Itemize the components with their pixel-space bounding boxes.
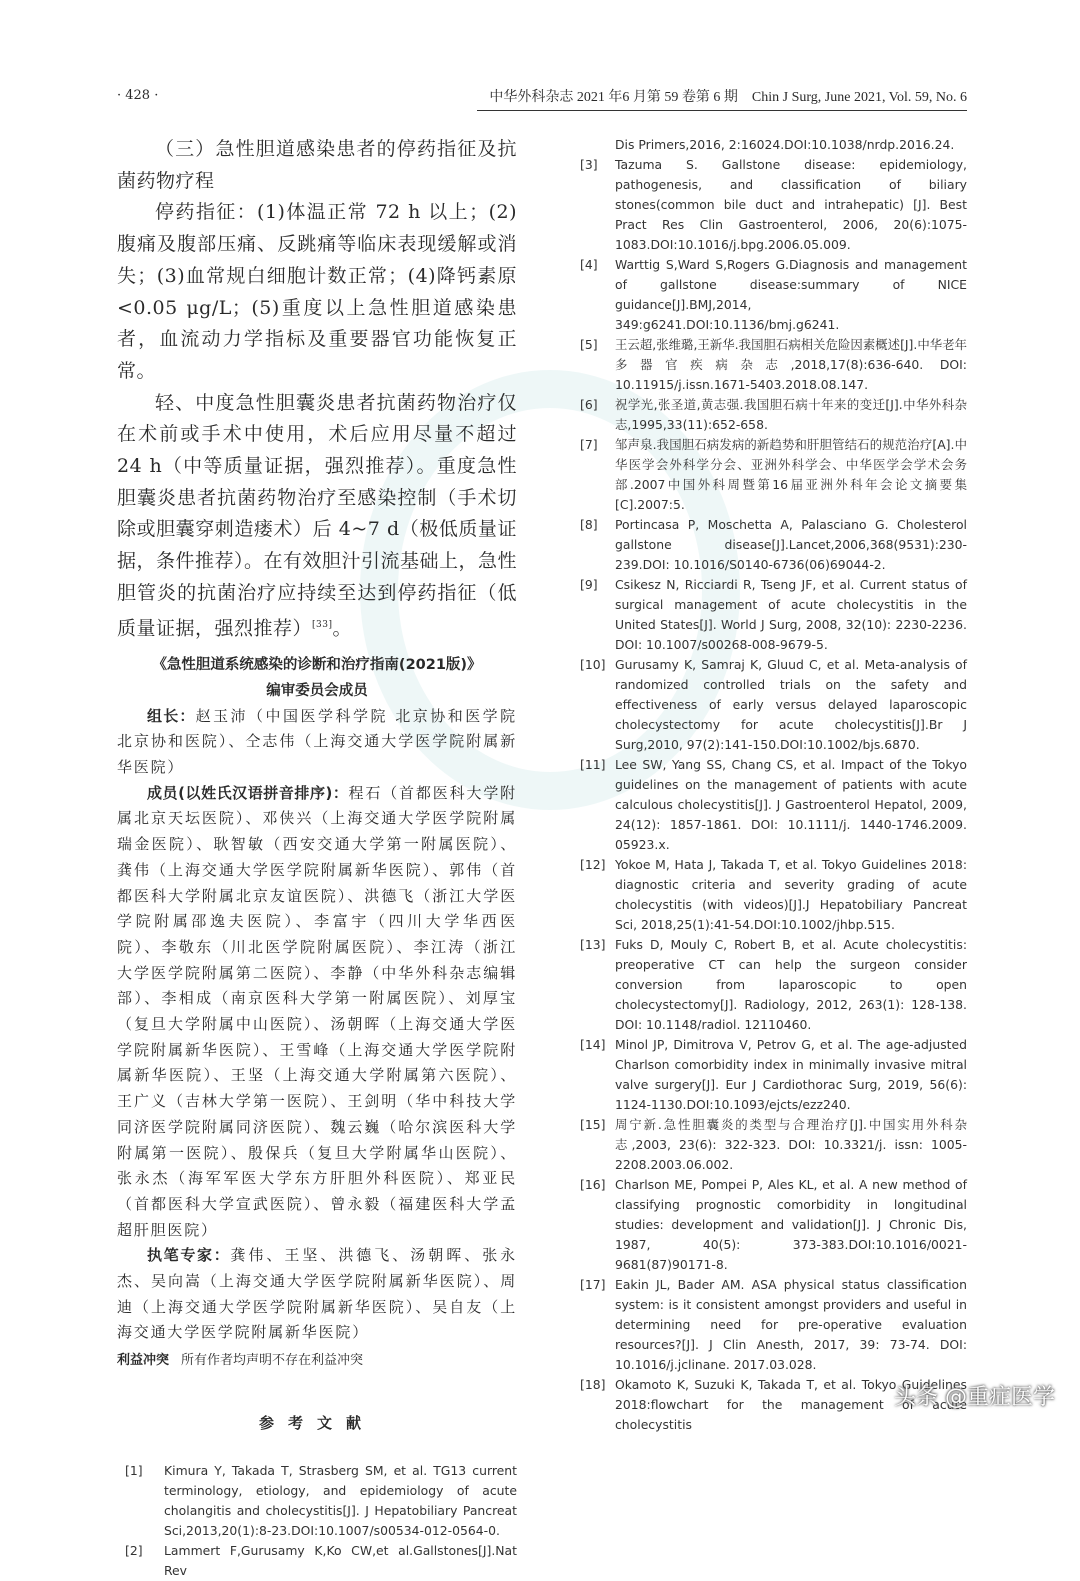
reference-number: [1] bbox=[125, 1463, 143, 1479]
left-column bbox=[117, 134, 517, 1581]
reference-number: [7] bbox=[580, 437, 598, 452]
coi-text: 所有作者均声明不存在利益冲突 bbox=[181, 1353, 364, 1369]
running-header: 中华外科杂志 2021 年6 月第 59 卷第 6 期 Chin J Surg, June 2021, Vol. 59, No. 6 bbox=[477, 86, 967, 111]
coi-label: 利益冲突 bbox=[117, 1353, 170, 1369]
reference-item bbox=[570, 655, 967, 755]
reference-number: [16] bbox=[580, 1177, 606, 1192]
references-heading: 参考文献 bbox=[258, 1414, 375, 1433]
reference-item bbox=[570, 255, 967, 335]
writers-label: 执笔专家： bbox=[147, 1246, 231, 1265]
reference-number: [12] bbox=[580, 857, 606, 872]
reference-item bbox=[117, 1541, 517, 1581]
reference-item bbox=[570, 855, 967, 935]
reference-number: [9] bbox=[580, 577, 598, 592]
members-label: 成员(以姓氏汉语拼音排序)： bbox=[147, 783, 349, 802]
reference-item bbox=[570, 395, 967, 435]
reference-text: 邹声泉.我国胆石病发病的新趋势和肝胆管结石的规范治疗[A].中华医学会外科学分会、亚洲外科学会、中华医学会学术会务部.2007中国外科周暨第16届亚洲外科年会论文摘要集[C].2007:5. bbox=[615, 437, 967, 512]
members-text: 程石（首都医科大学附属北京天坛医院）、邓侠兴（上海交通大学医学院附属瑞金医院）、耿智敏（西安交通大学第一附属医院）、龚伟（上海交通大学医学院附属新华医院）、郭伟（首都医科大学附属北京友谊医院）、洪德飞（浙江大学医学院附属邵逸夫医院）、李富宇（四川大学华西医院）、李敬东（川北医学院附属医院）、李江涛（浙江大学医学院附属第二医院）、李静（中华外科杂志编辑部）、李相成（南京医科大学第一附属医院）、刘厚宝（复旦大学附属中山医院）、汤朝晖（上海交通大学医学院附属新华医院）、王雪峰（上海交通大学医学院附属新华医院）、王坚（上海交通大学附属第六医院）、王广义（吉林大学第一医院）、王剑明（华中科技大学同济医学院附属同济医院）、魏云巍（哈尔滨医科大学附属第一医院）、殷保兵（复旦大学附属华山医院）、张永杰（海军军医大学东方肝胆外科医院）、郑亚民（首都医科大学宣武医院）、曾永毅（福建医科大学孟超肝胆医院） bbox=[117, 783, 517, 1239]
reference-text: Eakin JL, Bader AM. ASA physical status classification system: is it consistent amongst providers and useful in determining need for pre-operative evaluation resources?[J]. J Clin Anesth, 2017, 39: 73-74. DOI: 10.1016/j.jclinane. 2017.03.028. bbox=[615, 1277, 967, 1372]
reference-item bbox=[570, 575, 967, 655]
leader-text: 赵玉沛（中国医学科学院 北京协和医学院 北京协和医院）、仝志伟（上海交通大学医学院附属新华医院） bbox=[117, 706, 517, 776]
reference-text: Okamoto K, Suzuki K, Takada T, et al. Tokyo Guidelines 2018:flowchart for the management of acute cholecystitis bbox=[615, 1377, 967, 1432]
reference-number: [15] bbox=[580, 1117, 606, 1132]
reference-number: [10] bbox=[580, 657, 606, 672]
section-title: （三）急性胆道感染患者的停药指征及抗菌药物疗程 bbox=[117, 138, 517, 192]
leader-paragraph bbox=[117, 704, 517, 781]
leader-label: 组长： bbox=[147, 706, 196, 725]
reference-number: [11] bbox=[580, 757, 606, 772]
reference-item bbox=[570, 1115, 967, 1175]
reference-text: Lee SW, Yang SS, Chang CS, et al. Impact of the Tokyo guidelines on the management of patients with acute calculous cholecystitis[J]. J Gastroenterol Hepatol, 2009, 24(12): 1857-1861. DOI: 10.1111/j. 1440-1746.2009. 05923.x. bbox=[615, 757, 967, 852]
reference-text: Dis Primers,2016, 2:16024.DOI:10.1038/nrdp.2016.24. bbox=[615, 137, 955, 152]
reference-number: [14] bbox=[580, 1037, 606, 1052]
references-left bbox=[117, 1461, 517, 1581]
reference-item bbox=[570, 155, 967, 255]
period: 。 bbox=[332, 616, 353, 639]
reference-number: [17] bbox=[580, 1277, 606, 1292]
reference-text: Tazuma S. Gallstone disease: epidemiology, pathogenesis, and classification of biliary stones(common bile duct and intrahepatic) [J]. Best Pract Res Clin Gastroenterol, 2006, 20(6):1075-1083.DOI:10.1016/j.bpg.2006.05.009. bbox=[615, 157, 967, 252]
reference-item bbox=[117, 1461, 517, 1541]
reference-number: [4] bbox=[580, 257, 598, 272]
paragraph-duration bbox=[117, 388, 517, 645]
reference-number: [18] bbox=[580, 1377, 606, 1392]
conflict-of-interest bbox=[117, 1348, 517, 1374]
reference-text: Kimura Y, Takada T, Strasberg SM, et al. TG13 current terminology, etiology, and epidemiology of acute cholangitis and cholecystitis[J]. J Hepatobiliary Pancreat Sci,2013,20(1):8-23.DOI:10.1007/s00534-012-0564-0. bbox=[164, 1463, 517, 1539]
reference-number: [5] bbox=[580, 337, 598, 352]
reference-text: Gurusamy K, Samraj K, Gluud C, et al. Meta-analysis of randomized controlled trials on the safety and effectiveness of early versus delayed laparoscopic cholecystectomy for acute cholecystitis[J].Br J Surg,2010, 97(2):141-150.DOI:10.1002/bjs.6870. bbox=[615, 657, 967, 752]
reference-text: Minol JP, Dimitrova V, Petrov G, et al. The age-adjusted Charlson comorbidity index in minimally invasive mitral valve surgery[J]. Eur J Cardiothorac Surg, 2019, 56(6): 1124-1130.DOI:10.1093/ejcts/ezz240. bbox=[615, 1037, 967, 1112]
reference-number: [6] bbox=[580, 397, 598, 412]
reference-number: [3] bbox=[580, 157, 598, 172]
reference-number: [2] bbox=[125, 1543, 143, 1559]
reference-text: 王云超,张维璐,王新华.我国胆石病相关危险因素概述[J].中华老年多器官疾病杂志,2018,17(8):636-640. DOI: 10.11915/j.issn.1671-5403.2018.08.147. bbox=[615, 337, 967, 392]
reference-text: Warttig S,Ward S,Rogers G.Diagnosis and management of gallstone disease:summary of NICE guidance[J].BMJ,2014, 349:g6241.DOI:10.1136/bmj.g6241. bbox=[615, 257, 967, 332]
committee-title-line2: 编审委员会成员 bbox=[266, 682, 368, 699]
reference-text: Csikesz N, Ricciardi R, Tseng JF, et al. Current status of surgical management of acute cholecystitis in the United States[J]. World J Surg, 2008, 32(10): 2230-2236. DOI: 10.1007/s00268-008-9679-5. bbox=[615, 577, 967, 652]
reference-number: [13] bbox=[580, 937, 606, 952]
reference-continuation bbox=[570, 135, 967, 155]
reference-text: Portincasa P, Moschetta A, Palasciano G. Cholesterol gallstone disease[J].Lancet,2006,368(9531):230-239.DOI: 10.1016/S0140-6736(06)69044-2. bbox=[615, 517, 967, 572]
page-number: · 428 · bbox=[117, 88, 159, 103]
watermark: 头条 @重症医学 bbox=[894, 1385, 1055, 1410]
right-column bbox=[570, 135, 967, 1435]
reference-item bbox=[570, 435, 967, 515]
reference-text: Lammert F,Gurusamy K,Ko CW,et al.Gallstones[J].Nat Rev bbox=[164, 1543, 517, 1579]
writers-text: 龚伟、王坚、洪德飞、汤朝晖、张永杰、吴向嵩（上海交通大学医学院附属新华医院）、周迪（上海交通大学医学院附属新华医院）、吴自友（上海交通大学医学院附属新华医院） bbox=[117, 1246, 517, 1342]
reference-item bbox=[570, 935, 967, 1035]
paragraph-text: 轻、中度急性胆囊炎患者抗菌药物治疗仅在术前或手术中使用，术后应用尽量不超过 24 h（中等质量证据，强烈推荐）。重度急性胆囊炎患者抗菌药物治疗至感染控制（手术切除或胆囊穿刺造瘘术）后 4~7 d（极低质量证据，条件推荐）。在有效胆汁引流基础上，急性胆管炎的抗菌治疗应持续至达到停药指征（低质量证据，强烈推荐） bbox=[117, 391, 518, 639]
paragraph-stop-criteria: 停药指征：(1)体温正常 72 h 以上；(2)腹痛及腹部压痛、反跳痛等临床表现缓解或消失；(3)血常规白细胞计数正常；(4)降钙素原<0.05 μg/L；(5)重度以上急性胆道感染患者，血流动力学指标及重要器官功能恢复正常。 bbox=[117, 201, 517, 382]
members-paragraph bbox=[117, 781, 517, 1244]
writers-paragraph bbox=[117, 1243, 517, 1346]
reference-item bbox=[570, 1035, 967, 1115]
reference-text: Yokoe M, Hata J, Takada T, et al. Tokyo Guidelines 2018: diagnostic criteria and severity grading of acute cholecystitis (with videos)[J].J Hepatobiliary Pancreat Sci, 2018,25(1):41-54.DOI:10.1002/jhbp.515. bbox=[615, 857, 967, 932]
committee-title-line1: 《急性胆道系统感染的诊断和治疗指南(2021版)》 bbox=[152, 656, 482, 673]
reference-item bbox=[570, 515, 967, 575]
reference-item bbox=[570, 1275, 967, 1375]
reference-text: 周宁新.急性胆囊炎的类型与合理治疗[J].中国实用外科杂志,2003, 23(6): 322-323. DOI: 10.3321/j. issn: 1005-2208.2003.06.002. bbox=[615, 1117, 967, 1172]
references-right bbox=[570, 155, 967, 1435]
reference-text: 祝学光,张圣道,黄志强.我国胆石病十年来的变迁[J].中华外科杂志,1995,33(11):652-658. bbox=[615, 397, 967, 432]
reference-text: Fuks D, Mouly C, Robert B, et al. Acute cholecystitis: preoperative CT can help the surgeon consider conversion from laparoscopic to open cholecystectomy[J]. Radiology, 2012, 263(1): 128-138. DOI: 10.1148/radiol. 12110460. bbox=[615, 937, 967, 1032]
reference-item bbox=[570, 1175, 967, 1275]
committee-title bbox=[117, 652, 517, 704]
reference-text: Charlson ME, Pompei P, Ales KL, et al. A new method of classifying prognostic comorbidity in longitudinal studies: development and validation[J]. J Chronic Dis, 1987, 40(5): 373-383.DOI:10.1016/0021-9681(87)90171-8. bbox=[615, 1177, 967, 1272]
reference-number: [8] bbox=[580, 517, 598, 532]
citation[interactable]: [33] bbox=[312, 619, 333, 630]
reference-item bbox=[570, 335, 967, 395]
reference-item bbox=[570, 755, 967, 855]
